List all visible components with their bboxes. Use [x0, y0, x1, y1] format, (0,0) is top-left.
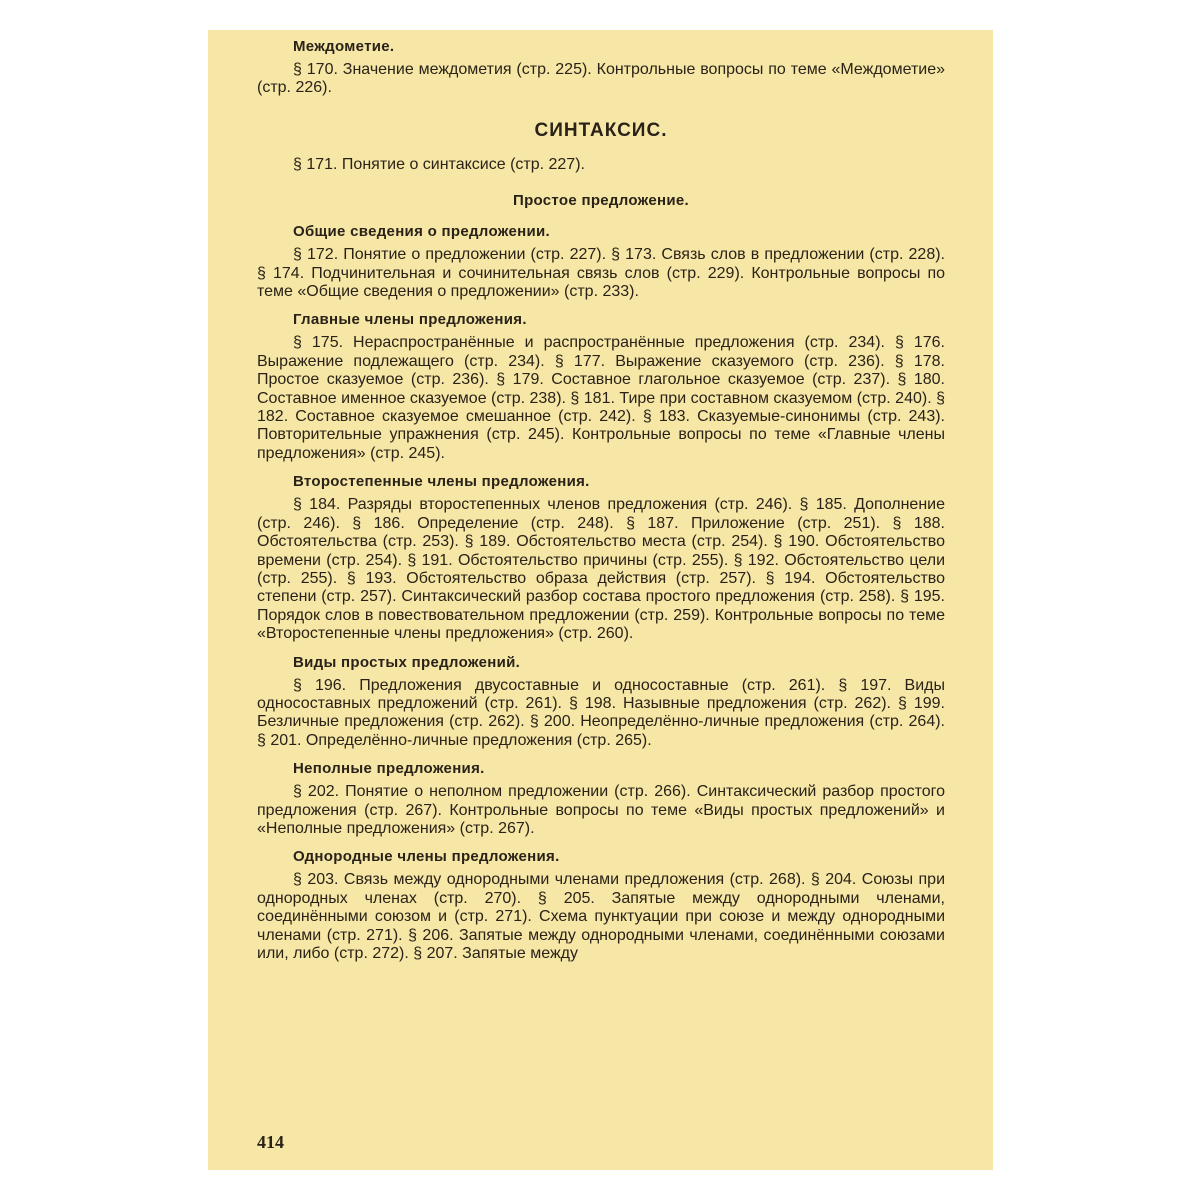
- page-number: 414: [257, 1132, 284, 1152]
- paragraph-main-members: § 175. Нераспространённые и распространённые предложения (стр. 234). § 176. Выражение подлежащего (стр. 234). § 177. Выражение сказуемого (стр. 236). § 178. Простое сказуемое (стр. 236). § 179. Составное глагольное сказуемое (стр. 237). § 180. Составное именное сказуемое (стр. 238). § 181. Тире при составном сказуемом (стр. 240). § 182. Составное сказуемое смешанное (стр. 242). § 183. Сказуемые-синонимы (стр. 243). Повторительные упражнения (стр. 245). Контрольные вопросы по теме «Главные члены предложения» (стр. 245).: [257, 334, 945, 462]
- section-heading-incomplete-sentences: Неполные предложения.: [293, 760, 485, 778]
- section-heading-main-members: Главные члены предложения.: [293, 311, 527, 329]
- paragraph-general-info: § 172. Понятие о предложении (стр. 227). § 173. Связь слов в предложении (стр. 228). § 174. Подчинительная и сочинительная связь слов (стр. 229). Контрольные вопросы по теме «Общие сведения о предложении» (стр. 233).: [257, 246, 945, 301]
- paragraph-simple-sentence-types: § 196. Предложения двусоставные и односоставные (стр. 261). § 197. Виды односоставных предложений (стр. 261). § 198. Назывные предложения (стр. 262). § 199. Безличные предложения (стр. 262). § 200. Неопределённо-личные предложения (стр. 264). § 201. Определённо-личные предложения (стр. 265).: [257, 676, 945, 749]
- paragraph-interjection: § 170. Значение междометия (стр. 225). Контрольные вопросы по теме «Междометие» (стр. 226).: [257, 61, 945, 97]
- book-page: [208, 30, 993, 1170]
- section-heading-general-info: Общие сведения о предложении.: [293, 223, 550, 241]
- section-heading-simple-sentence-types: Виды простых предложений.: [293, 653, 521, 671]
- chapter-heading-syntax: СИНТАКСИС.: [534, 119, 668, 141]
- section-heading-interjection: Междометие.: [293, 38, 395, 55]
- subchapter-heading-simple-sentence: Простое предложение.: [512, 192, 690, 210]
- paragraph-incomplete-sentences: § 202. Понятие о неполном предложении (стр. 266). Синтаксический разбор простого предложения (стр. 267). Контрольные вопросы по теме «Виды простых предложений» и «Неполные предложения» (стр. 267).: [257, 783, 945, 837]
- paragraph-homogeneous-members: § 203. Связь между однородными членами предложения (стр. 268). § 204. Союзы при однородных членах (стр. 270). § 205. Запятые между однородными членами, соединёнными союзом и (стр. 271). Схема пунктуации при союзе и между однородными членами (стр. 271). § 206. Запятые между однородными членами, соединёнными союзами или, либо (стр. 272). § 207. Запятые между: [257, 871, 945, 962]
- paragraph-syntax-intro: § 171. Понятие о синтаксисе (стр. 227).: [293, 155, 585, 173]
- paragraph-secondary-members: § 184. Разряды второстепенных членов предложения (стр. 246). § 185. Дополнение (стр. 246). § 186. Определение (стр. 248). § 187. Приложение (стр. 251). § 188. Обстоятельства (стр. 253). § 189. Обстоятельство места (стр. 254). § 190. Обстоятельство времени (стр. 254). § 191. Обстоятельство причины (стр. 255). § 192. Обстоятельство цели (стр. 255). § 193. Обстоятельство образа действия (стр. 257). § 194. Обстоятельство степени (стр. 257). Синтаксический разбор состава простого предложения (стр. 258). § 195. Порядок слов в повествовательном предложении (стр. 259). Контрольные вопросы по теме «Второстепенные члены предложения» (стр. 260).: [257, 496, 945, 643]
- section-heading-secondary-members: Второстепенные члены предложения.: [293, 473, 590, 491]
- section-heading-homogeneous-members: Однородные члены предложения.: [293, 848, 560, 866]
